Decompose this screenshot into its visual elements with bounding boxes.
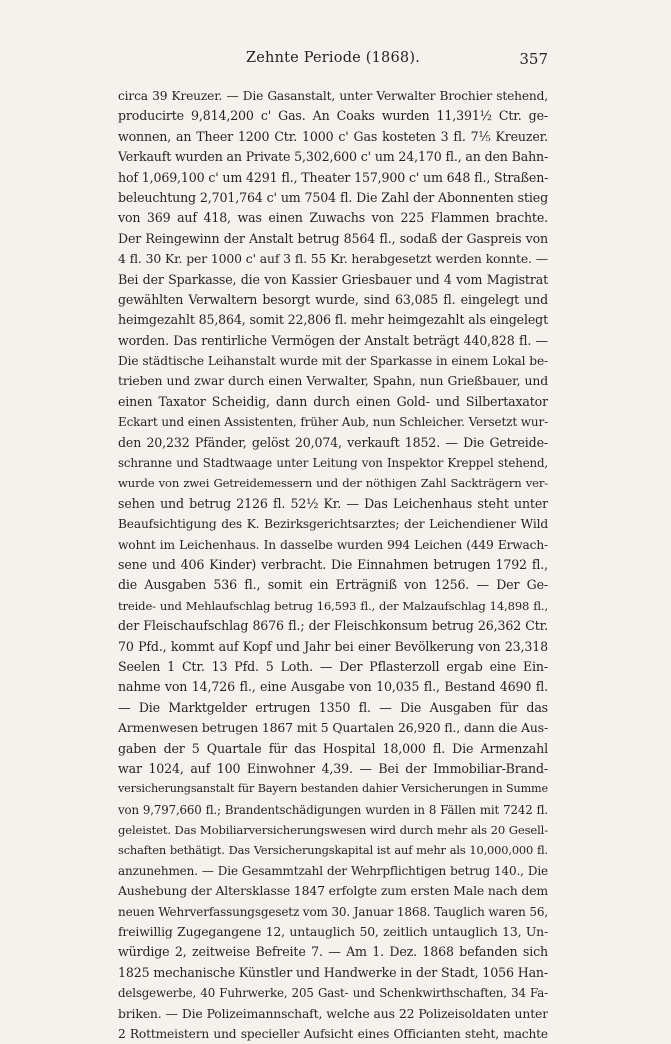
text-line: versicherungsanstalt für Bayern bestanden dahier Versicherungen in Summe — [118, 782, 548, 796]
text-line: Beaufsichtigung des K. Bezirksgerichtsarztes; der Leichendiener Wild — [118, 517, 548, 532]
text-line: gaben der 5 Quartale für das Hospital 18,000 fl. Die Armenzahl — [118, 740, 548, 756]
text-line: wohnt im Leichenhaus. In dasselbe wurden 994 Leichen (449 Erwach- — [118, 537, 548, 552]
text-line: nahme von 14,726 fl., eine Ausgabe von 10,035 fl., Bestand 4690 fl. — [118, 679, 548, 695]
text-line: Aushebung der Altersklasse 1847 erfolgte zum ersten Male nach dem — [118, 883, 548, 899]
text-line: beleuchtung 2,701,764 c' um 7504 fl. Die Zahl der Abonnenten stieg — [118, 189, 548, 205]
text-line: die Ausgaben 536 fl., somit ein Erträgniß von 1256. — Der Ge- — [118, 577, 548, 593]
text-line: trieben und zwar durch einen Verwalter, Spahn, nun Grießbauer, und — [118, 373, 548, 389]
text-line: Eckart und einen Assistenten, früher Aub, nun Schleicher. Versetzt wur- — [118, 415, 548, 430]
text-line: neuen Wehrverfassungsgesetz vom 30. Januar 1868. Tauglich waren 56, — [118, 904, 548, 919]
text-line: wonnen, an Theer 1200 Ctr. 1000 c' Gas kosteten 3 fl. 7⅕ Kreuzer. — [118, 128, 548, 144]
text-line: 4 fl. 30 Kr. per 1000 c' auf 3 fl. 55 Kr. herabgesetzt werden konnte. — — [118, 251, 548, 267]
text-line: sehen und betrug 2126 fl. 52½ Kr. — Das Leichenhaus steht unter — [118, 495, 548, 511]
text-line: freiwillig Zugegangene 12, untauglich 50, zeitlich untauglich 13, Un- — [118, 924, 548, 940]
text-line: schranne und Stadtwaage unter Leitung von Inspektor Kreppel stehend, — [118, 456, 548, 471]
text-line: von 9,797,660 fl.; Brandentschädigungen wurden in 8 Fällen mit 7242 fl. — [118, 802, 548, 817]
text-line: briken. — Die Polizeimannschaft, welche aus 22 Polizeisoldaten unter — [118, 1005, 548, 1021]
text-line: geleistet. Das Mobiliarversicherungswesen wird durch mehr als 20 Gesell- — [118, 823, 548, 838]
text-line: — Die Marktgelder ertrugen 1350 fl. — Die Ausgaben für das — [118, 699, 548, 715]
text-line: circa 39 Kreuzer. — Die Gasanstalt, unter Verwalter Brochier stehend, — [118, 89, 548, 103]
text-line: Seelen 1 Ctr. 13 Pfd. 5 Loth. — Der Pflasterzoll ergab eine Ein- — [118, 658, 548, 674]
text-line: 2 Rottmeistern und specieller Aufsicht eines Officianten steht, machte — [118, 1026, 548, 1041]
text-line: einen Taxator Scheidig, dann durch einen Gold- und Silbertaxator — [118, 393, 548, 409]
text-line: von 369 auf 418, was einen Zuwachs von 225 Flammen brachte. — [118, 210, 548, 226]
text-line: heimgezahlt 85,864, somit 22,806 fl. mehr heimgezahlt als eingelegt — [118, 312, 548, 328]
text-line: würdige 2, zeitweise Befreite 7. — Am 1. Dez. 1868 befanden sich — [118, 944, 548, 960]
text-line: sene und 406 Kinder) verbracht. Die Einnahmen betrugen 1792 fl., — [118, 556, 548, 572]
text-line: producirte 9,814,200 c' Gas. An Coaks wurden 11,391½ Ctr. ge- — [118, 108, 548, 124]
text-line: Der Reingewinn der Anstalt betrug 8564 fl., sodaß der Gaspreis von — [118, 230, 548, 246]
text-line: anzunehmen. — Die Gesammtzahl der Wehrpflichtigen betrug 140., Die — [118, 863, 548, 878]
text-line: treide- und Mehlaufschlag betrug 16,593 fl., der Malzaufschlag 14,898 fl., — [118, 598, 548, 613]
text-line: hof 1,069,100 c' um 4291 fl., Theater 157,900 c' um 648 fl., Straßen- — [118, 169, 548, 185]
text-line: schaften bethätigt. Das Versicherungskapital ist auf mehr als 10,000,000 fl. — [118, 843, 548, 858]
text-line: gewählten Verwaltern besorgt wurde, sind 63,085 fl. eingelegt und — [118, 291, 548, 307]
page-header — [118, 50, 548, 74]
text-line: Verkauft wurden an Private 5,302,600 c' um 24,170 fl., an den Bahn- — [118, 149, 548, 165]
page-number: 357 — [519, 50, 548, 68]
text-line: Armenwesen betrugen 1867 mit 5 Quartalen 26,920 fl., dann die Aus- — [118, 720, 548, 736]
text-line: Bei der Sparkasse, die von Kassier Griesbauer und 4 vom Magistrat — [118, 271, 548, 287]
text-line: 70 Pfd., kommt auf Kopf und Jahr bei einer Bevölkerung von 23,318 — [118, 638, 548, 654]
body-text — [118, 86, 548, 1044]
text-line: Die städtische Leihanstalt wurde mit der Sparkasse in einem Lokal be- — [118, 354, 548, 369]
text-line: delsgewerbe, 40 Fuhrwerke, 205 Gast- und Schenkwirthschaften, 34 Fa- — [118, 986, 548, 1001]
text-line: der Fleischaufschlag 8676 fl.; der Fleischkonsum betrug 26,362 Ctr. — [118, 618, 548, 634]
running-head: Zehnte Periode (1868). — [245, 50, 421, 66]
text-line: 1825 mechanische Künstler und Handwerke in der Stadt, 1056 Han- — [118, 964, 548, 980]
text-line: war 1024, auf 100 Einwohner 4,39. — Bei der Immobiliar-Brand- — [118, 760, 548, 776]
text-line: den 20,232 Pfänder, gelöst 20,074, verkauft 1852. — Die Getreide- — [118, 434, 548, 450]
text-line: wurde von zwei Getreidemessern und der nöthigen Zahl Sackträgern ver- — [118, 476, 548, 491]
text-line: worden. Das rentirliche Vermögen der Anstalt beträgt 440,828 fl. — — [118, 332, 548, 348]
